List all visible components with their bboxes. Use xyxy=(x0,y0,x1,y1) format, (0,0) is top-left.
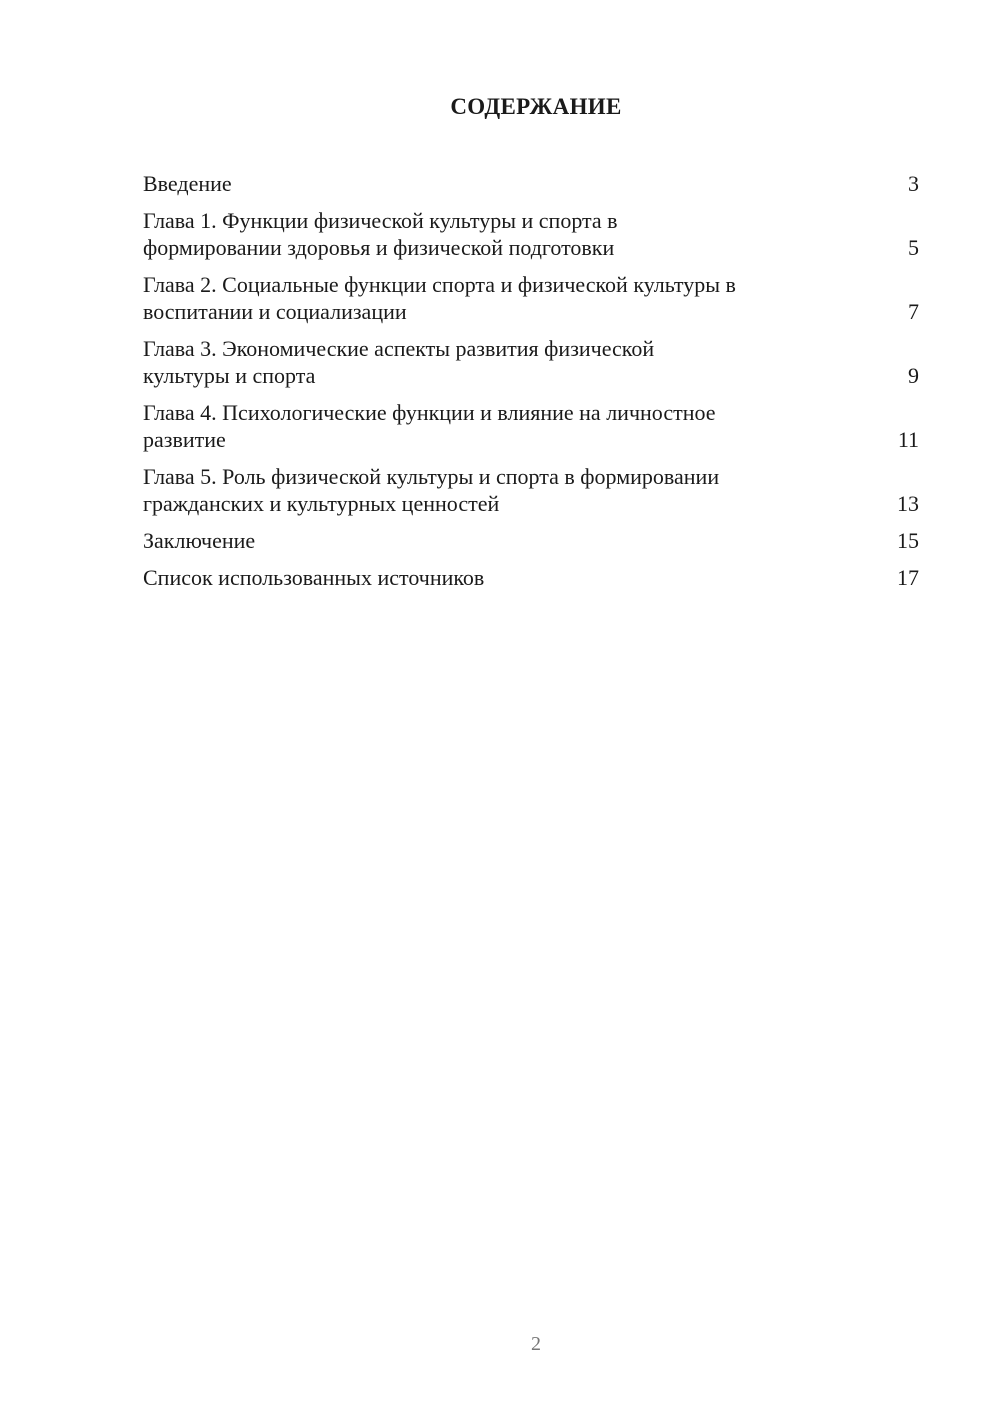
page-number: 2 xyxy=(531,1333,541,1355)
toc-entry-chapter-2 xyxy=(143,271,919,325)
toc-entry-chapter-1 xyxy=(143,207,919,261)
toc-entry-chapter-5 xyxy=(143,463,919,517)
toc-entry-line: Глава 2. Социальные функции спорта и физической культуры в xyxy=(143,272,736,297)
toc-entry-text xyxy=(143,527,843,554)
toc-entry-line: Список использованных источников xyxy=(143,565,485,590)
toc-entry-page: 13 xyxy=(897,491,919,516)
toc-entry-line: Введение xyxy=(143,171,232,196)
toc-entry-line: воспитании и социализации xyxy=(143,299,407,324)
toc-entry-line: Глава 5. Роль физической культуры и спорта в формировании xyxy=(143,464,720,489)
toc-entry-introduction xyxy=(143,170,919,197)
toc-entry-line: Глава 3. Экономические аспекты развития физической xyxy=(143,336,655,361)
toc-entry-page: 9 xyxy=(908,363,919,388)
toc-entry-text xyxy=(143,335,843,389)
toc-entry-page: 17 xyxy=(897,565,919,590)
toc-entry-page: 7 xyxy=(908,299,919,324)
toc-entry-references xyxy=(143,564,919,591)
toc-entry-text xyxy=(143,271,843,325)
toc-entry-line: развитие xyxy=(143,427,226,452)
toc-entry-page: 15 xyxy=(897,528,919,553)
toc-entry-chapter-4 xyxy=(143,399,919,453)
table-of-contents xyxy=(143,170,919,601)
toc-entry-conclusion xyxy=(143,527,919,554)
toc-entry-text xyxy=(143,463,843,517)
toc-entry-line: Глава 1. Функции физической культуры и спорта в xyxy=(143,208,618,233)
toc-entry-text xyxy=(143,170,843,197)
toc-entry-line: формировании здоровья и физической подготовки xyxy=(143,235,615,260)
toc-entry-line: культуры и спорта xyxy=(143,363,316,388)
toc-entry-line: Глава 4. Психологические функции и влияние на личностное xyxy=(143,400,716,425)
page-title: СОДЕРЖАНИЕ xyxy=(450,94,622,119)
toc-entry-text xyxy=(143,564,843,591)
toc-entry-text xyxy=(143,399,843,453)
toc-entry-line: Заключение xyxy=(143,528,256,553)
toc-entry-page: 5 xyxy=(908,235,919,260)
toc-entry-chapter-3 xyxy=(143,335,919,389)
toc-entry-text xyxy=(143,207,843,261)
toc-entry-page: 11 xyxy=(897,427,919,452)
toc-entry-line: гражданских и культурных ценностей xyxy=(143,491,500,516)
toc-entry-page: 3 xyxy=(908,171,919,196)
